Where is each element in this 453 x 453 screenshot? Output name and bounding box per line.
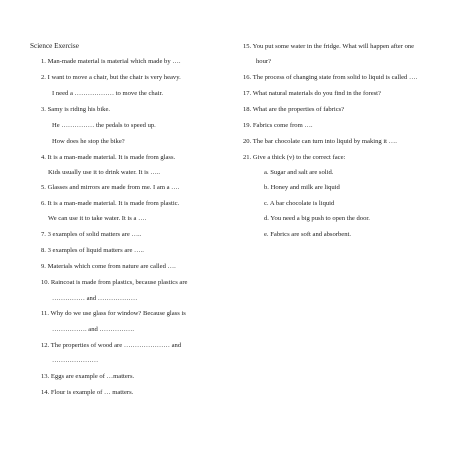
question-3-cont-a: He …………… the pedals to speed up. [52, 122, 156, 129]
question-11: 11. Why do we use glass for window? Because glass is [41, 310, 186, 317]
question-13: 13. Eggs are example of …matters. [41, 373, 135, 380]
question-3-cont-b: How does he stop the bike? [52, 138, 125, 145]
document-title: Science Exercise [30, 42, 79, 50]
question-4-cont: Kids usually use it to drink water. It is ….. [48, 169, 161, 176]
question-15-cont: hour? [256, 58, 272, 65]
question-9: 9. Materials which come from nature are called …. [41, 263, 176, 270]
question-7: 7. 3 examples of solid matters are ….. [41, 231, 142, 238]
option-b: b. Honey and milk are liquid [264, 184, 340, 191]
question-10: 10. Raincoat is made from plastics, because plastics are [41, 279, 188, 286]
option-e: e. Fabrics are soft and absorbent. [264, 231, 351, 238]
option-a: a. Sugar and salt are solid. [264, 169, 334, 176]
question-16: 16. The process of changing state from solid to liquid is called …. [243, 74, 418, 81]
question-14: 14. Flour is example of … matters. [41, 389, 134, 396]
question-2: 2. I want to move a chair, but the chair is very heavy. [41, 74, 181, 81]
question-20: 20. The bar chocolate can turn into liquid by making it …. [243, 138, 397, 145]
question-21: 21. Give a thick (v) to the correct face: [243, 154, 346, 161]
question-4: 4. It is a man-made material. It is made from glass. [41, 154, 176, 161]
question-3: 3. Samy is riding his bike. [41, 106, 111, 113]
question-15: 15. You put some water in the fridge. What will happen after one [243, 43, 415, 50]
question-19: 19. Fabrics come from …. [243, 122, 313, 129]
option-c: c. A bar chocolate is liquid [264, 200, 335, 207]
question-6-cont: We can use it to take water. It is a …. [48, 215, 147, 222]
question-1: 1. Man-made material is material which made by …. [41, 58, 181, 65]
question-18: 18. What are the properties of fabrics? [243, 106, 345, 113]
question-12-cont: ………………… [52, 357, 99, 364]
question-11-cont: ……………. and ……………. [52, 326, 135, 333]
question-17: 17. What natural materials do you find in the forest? [243, 90, 381, 97]
question-2-cont: I need a ……………… to move the chair. [52, 90, 163, 97]
question-10-cont: …………… and ……………… [52, 295, 138, 302]
option-d: d. You need a big push to open the door. [264, 215, 370, 222]
question-12: 12. The properties of wood are ………………… and [41, 342, 182, 349]
question-8: 8. 3 examples of liquid matters are ….. [41, 247, 144, 254]
question-6: 6. It is a man-made material. It is made from plastic. [41, 200, 180, 207]
question-5: 5. Glasses and mirrors are made from me. I am a …. [41, 184, 180, 191]
